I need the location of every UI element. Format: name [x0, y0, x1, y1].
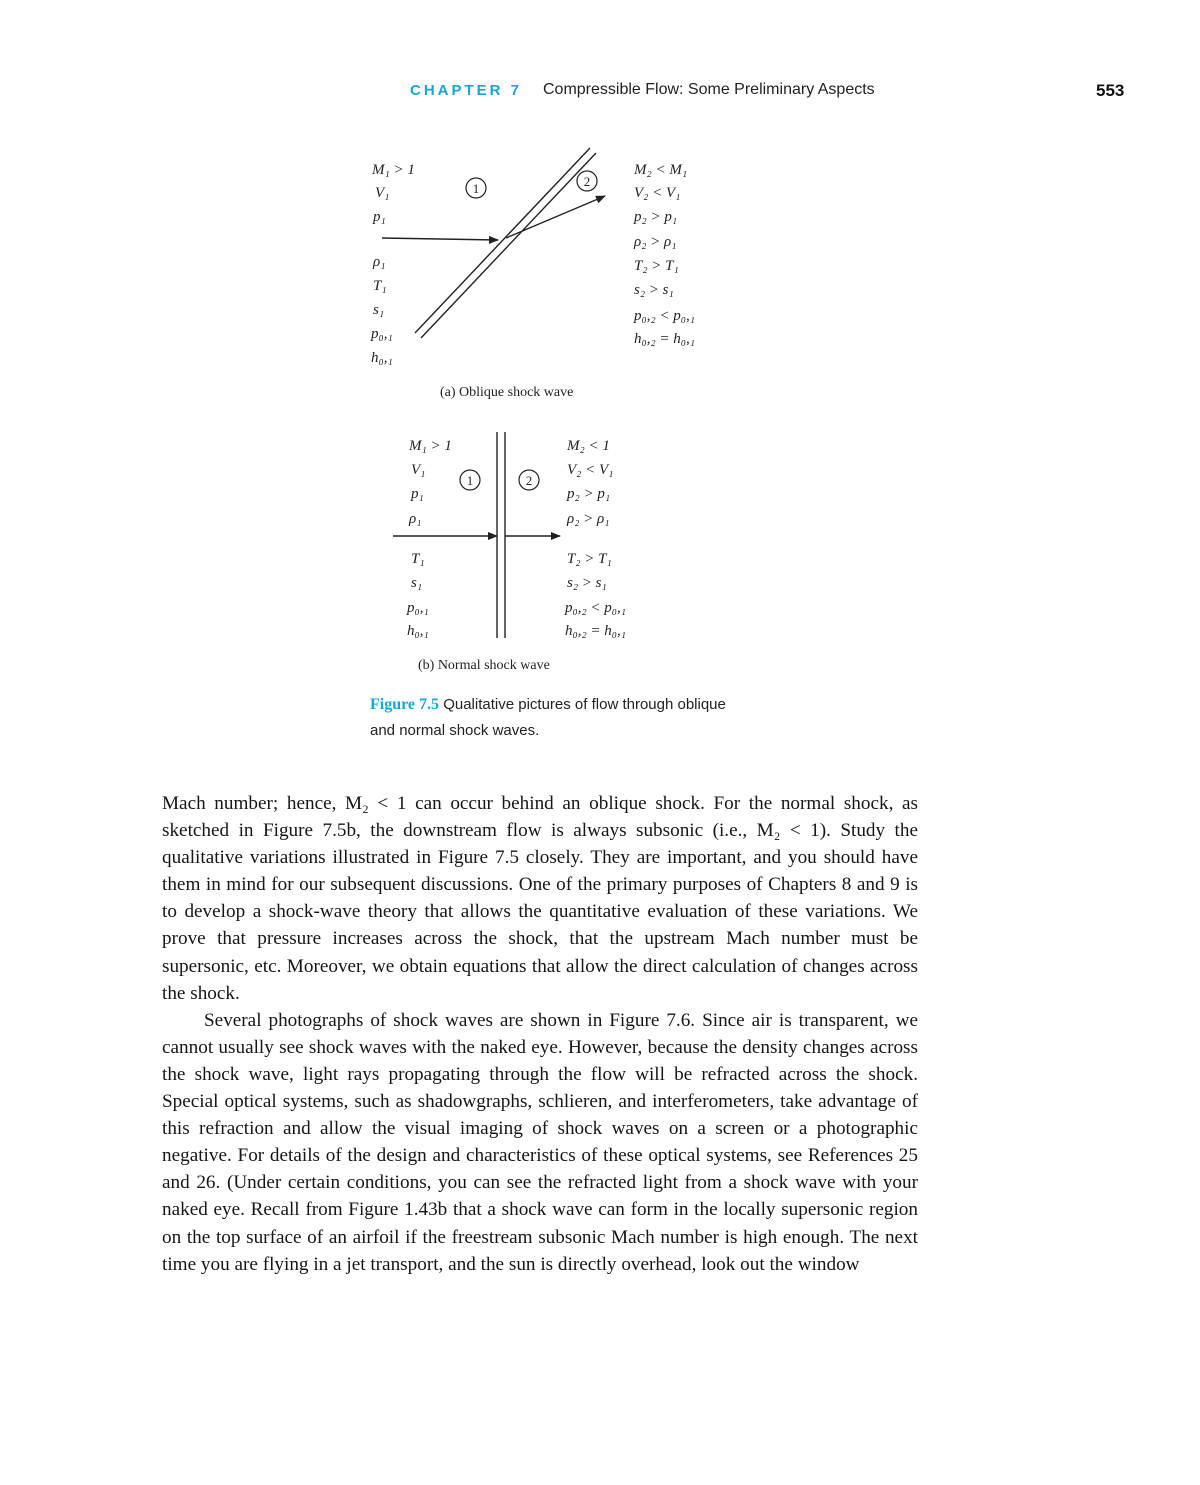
oblique-region1-label: 1	[472, 181, 480, 196]
normal-down-temperature: T₂ > T₁	[567, 551, 612, 567]
oblique-up-velocity: V₁	[375, 185, 390, 201]
oblique-up-total-pressure: p₀,₁	[371, 326, 393, 342]
page-number: 553	[1096, 81, 1125, 100]
normal-down-pressure: p₂ > p₁	[567, 486, 611, 502]
oblique-shock-line-2	[421, 153, 596, 338]
normal-down-velocity: V₂ < V₁	[567, 462, 614, 478]
oblique-up-temperature: T₁	[373, 278, 387, 294]
normal-down-total-pressure: p₀,₂ < p₀,₁	[565, 600, 626, 616]
oblique-down-entropy: s₂ > s₁	[634, 282, 674, 298]
normal-down-entropy: s₂ > s₁	[567, 575, 607, 591]
oblique-down-velocity: V₂ < V₁	[634, 185, 681, 201]
figure-caption	[370, 692, 730, 744]
normal-up-velocity: V₁	[411, 462, 426, 478]
oblique-down-temperature: T₂ > T₁	[634, 258, 679, 274]
figure-label: Figure 7.5	[370, 696, 440, 713]
normal-up-pressure: p₁	[411, 486, 424, 502]
normal-up-temperature: T₁	[411, 551, 425, 567]
normal-up-density: ρ₁	[409, 511, 422, 527]
normal-up-total-pressure: p₀,₁	[407, 600, 429, 616]
normal-up-total-enthalpy: h₀,₁	[407, 623, 429, 639]
oblique-outflow-arrow	[506, 196, 605, 238]
normal-down-mach: M₂ < 1	[567, 438, 610, 454]
normal-region2-label: 2	[525, 473, 533, 488]
normal-up-entropy: s₁	[411, 575, 423, 591]
oblique-up-mach: M₁ > 1	[372, 162, 415, 178]
oblique-up-entropy: s₁	[373, 302, 385, 318]
oblique-down-total-pressure: p₀,₂ < p₀,₁	[634, 308, 695, 324]
body-text	[162, 790, 918, 1278]
oblique-inflow-arrow	[382, 238, 498, 240]
normal-up-mach: M₁ > 1	[409, 438, 452, 454]
paragraph-1: Mach number; hence, M₂ < 1 can occur behind an oblique shock. For the normal shock, as sketched in Figure 7.5b, the downstream flow is always subsonic (i.e., M₂ < 1). Study the qualitative variations illustrated in Figure 7.5 closely. They are important, and you should have them in mind for our subsequent discussions. One of the primary purposes of Chapters 8 and 9 is to develop a shock-wave theory that allows the quantitative evaluation of these variations. We prove that pressure increases across the shock, that the upstream Mach number must be supersonic, etc. Moreover, we obtain equations that allow the direct calculation of changes across the shock.	[162, 793, 918, 1004]
chapter-label: CHAPTER 7	[410, 82, 523, 99]
normal-shock-diagram	[393, 432, 626, 673]
normal-caption: (b) Normal shock wave	[418, 658, 550, 673]
oblique-down-density: ρ₂ > ρ₁	[634, 234, 677, 250]
oblique-down-total-enthalpy: h₀,₂ = h₀,₁	[634, 331, 695, 347]
oblique-region2-label: 2	[583, 174, 591, 189]
oblique-up-density: ρ₁	[373, 254, 386, 270]
oblique-down-pressure: p₂ > p₁	[634, 209, 678, 225]
oblique-up-pressure: p₁	[373, 209, 386, 225]
oblique-shock-diagram	[370, 148, 695, 400]
oblique-caption: (a) Oblique shock wave	[440, 385, 574, 400]
figure-7-5	[0, 0, 1200, 690]
normal-region1-label: 1	[466, 473, 474, 488]
normal-down-total-enthalpy: h₀,₂ = h₀,₁	[565, 623, 626, 639]
chapter-title: Compressible Flow: Some Preliminary Aspects	[543, 81, 875, 98]
oblique-down-mach: M₂ < M₁	[634, 162, 688, 178]
normal-down-density: ρ₂ > ρ₁	[567, 511, 610, 527]
paragraph-2: Several photographs of shock waves are shown in Figure 7.6. Since air is transparent, we cannot usually see shock waves with the naked eye. However, because the density changes across the shock wave, light rays propagating through the flow will be refracted across the shock. Special optical systems, such as shadowgraphs, schlieren, and interferometers, take advantage of this refraction and allow the visual imaging of shock waves on a screen or a photographic negative. For details of the design and characteristics of these optical systems, see References 25 and 26. (Under certain conditions, you can see the refracted light from a shock wave with your naked eye. Recall from Figure 1.43b that a shock wave can form in the locally supersonic region on the top surface of an airfoil if the freestream subsonic Mach number is high enough. The next time you are flying in a jet transport, and the sun is directly overhead, look out the window	[162, 1009, 918, 1275]
oblique-shock-line-1	[415, 148, 590, 333]
figure-caption-text: Qualitative pictures of flow through oblique and normal shock waves.	[370, 696, 726, 739]
oblique-up-total-enthalpy: h₀,₁	[371, 350, 393, 366]
